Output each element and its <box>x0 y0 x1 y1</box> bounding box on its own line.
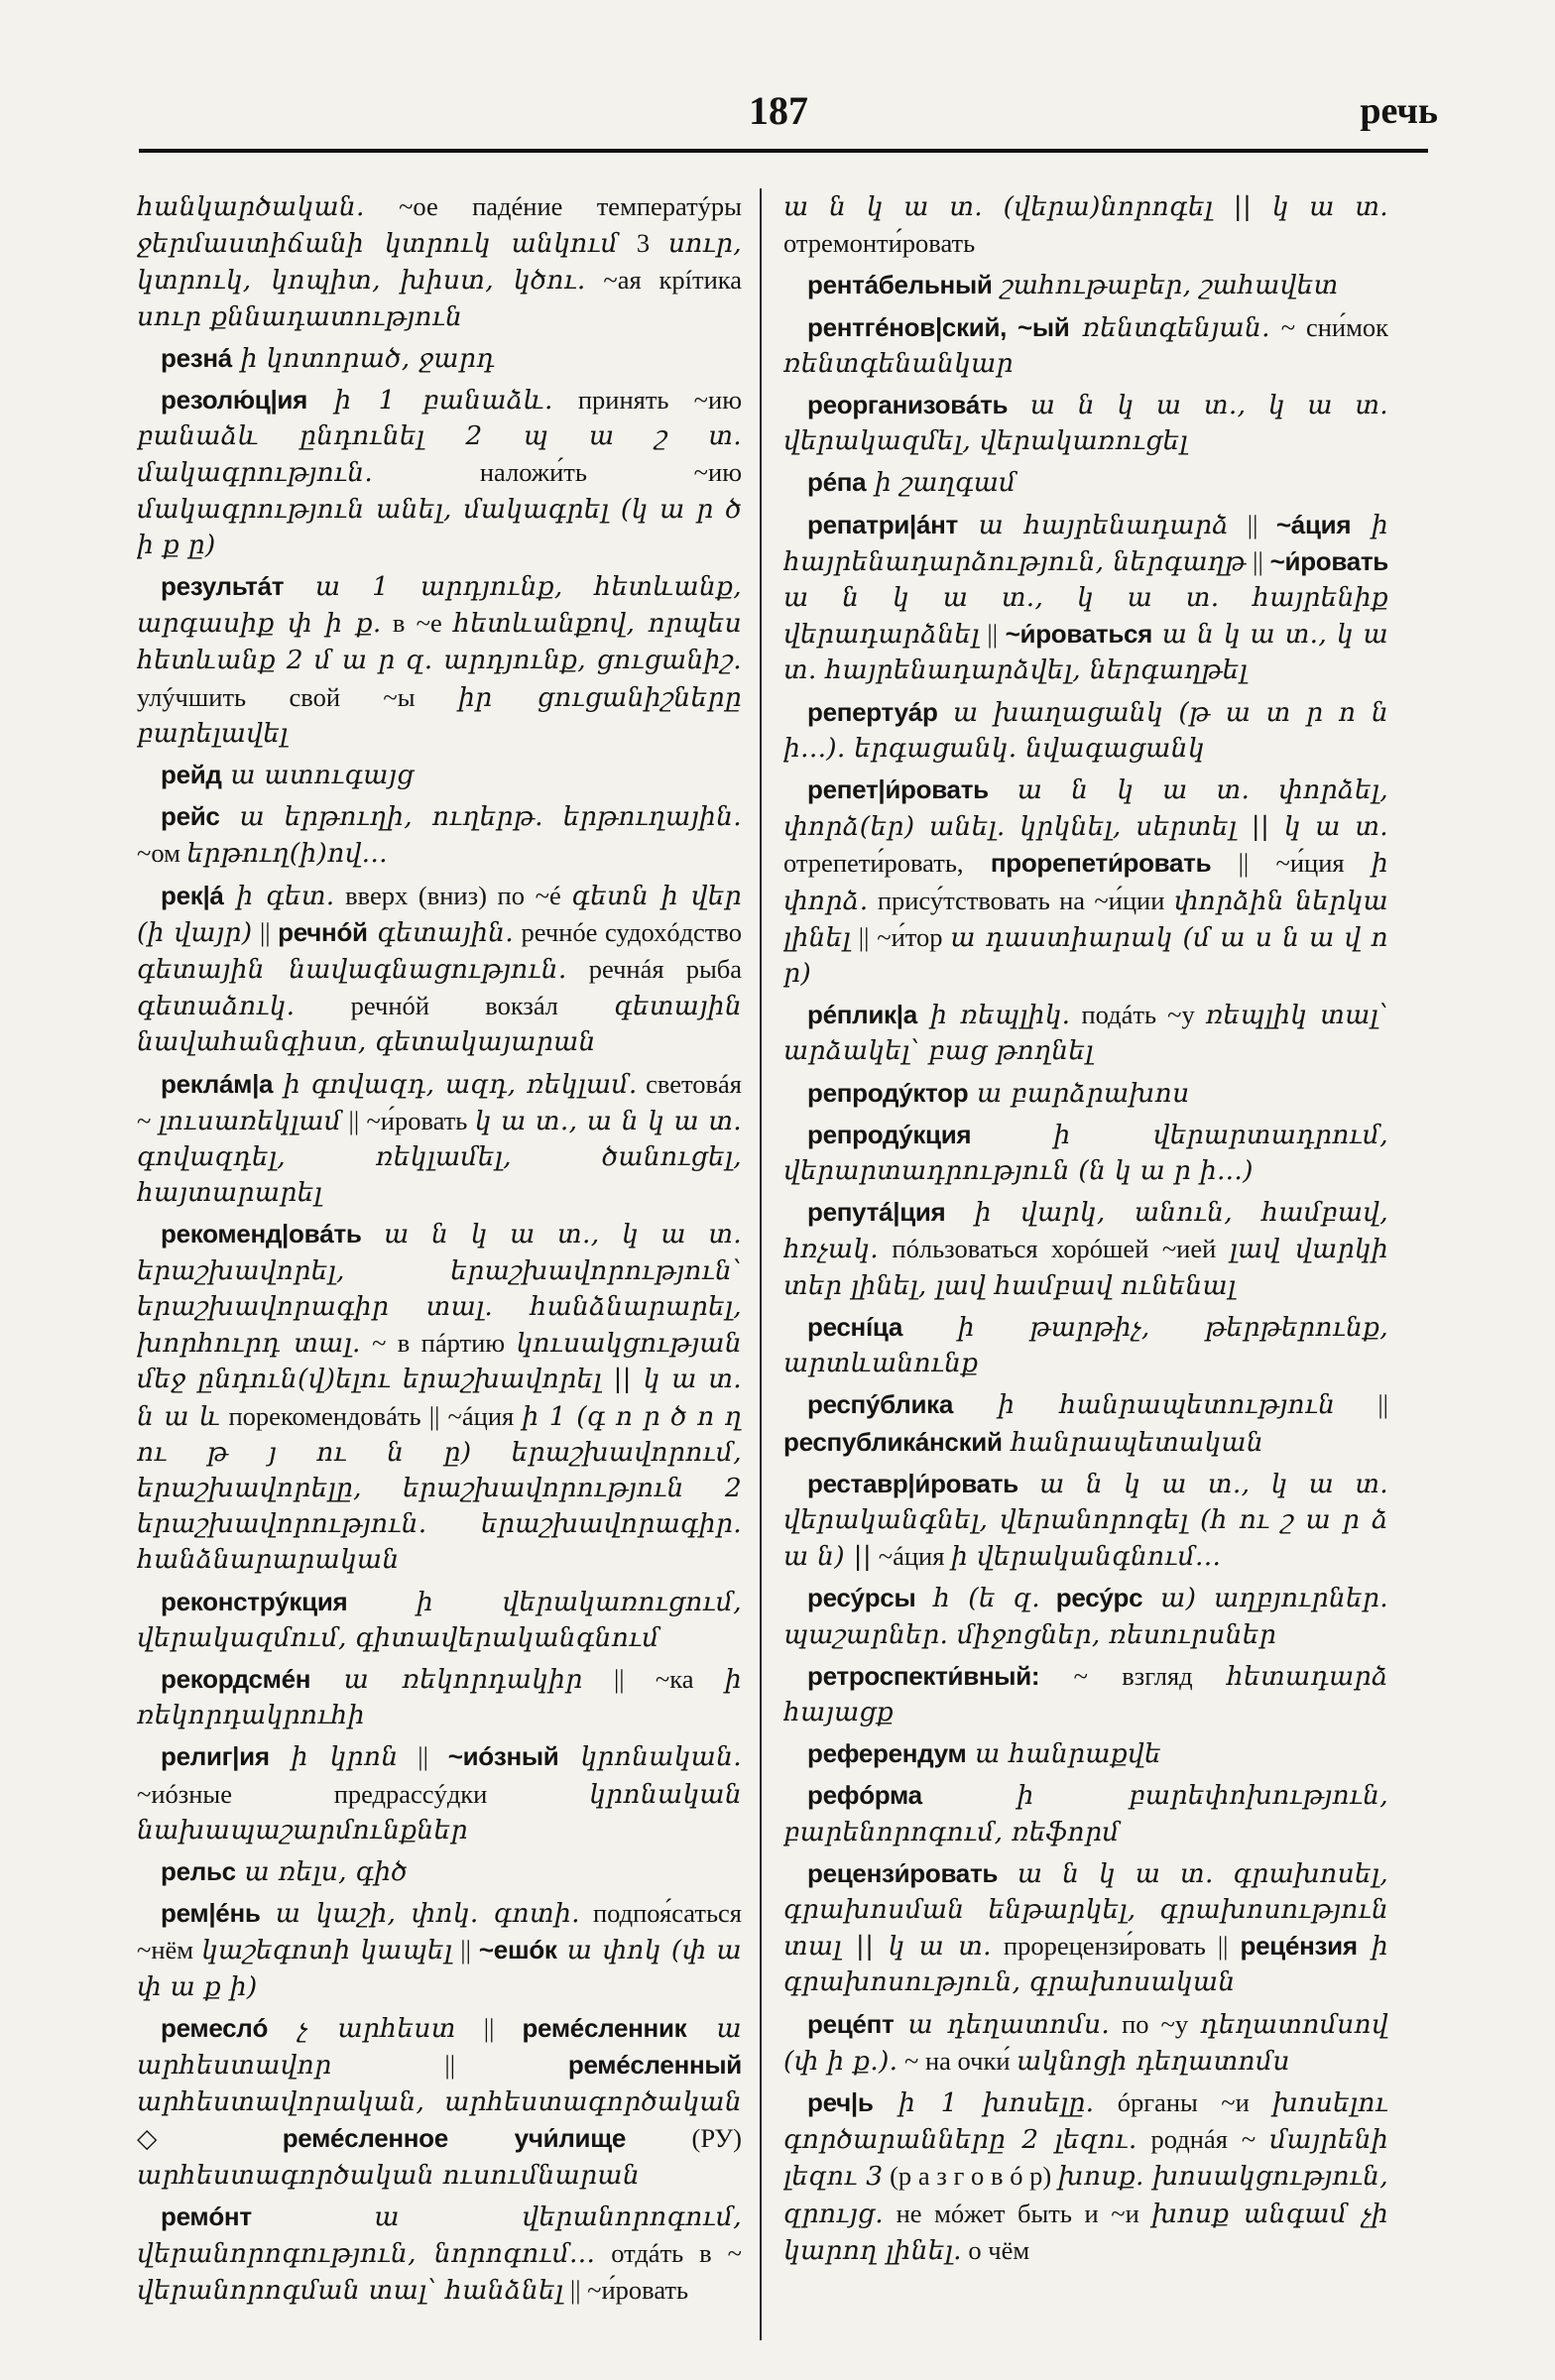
russian-text: || ~ка <box>582 1663 725 1694</box>
headword: реснíца <box>807 1311 903 1342</box>
armenian-gloss: լուսառեկլամ <box>158 1105 342 1136</box>
armenian-gloss: ա ն կ ա տ., կ ա տ. վերակազմել, վերակառուցել <box>783 390 1388 457</box>
headword: ~и́ровать <box>1269 545 1388 576</box>
russian-text: наложи́ть ~ию <box>373 457 742 488</box>
russian-text: || <box>1335 1389 1388 1420</box>
headword: ~áция <box>1275 509 1352 539</box>
headword: рентгéнов|ский, <box>807 311 1008 342</box>
armenian-gloss: ա փոկ (փ ա փ ա ք ի) <box>137 1935 742 2002</box>
armenian-gloss: իր ցուցանիշները բարելավել <box>137 681 742 749</box>
armenian-gloss: հանրապետական <box>1002 1426 1263 1458</box>
russian-text: || <box>1229 509 1276 539</box>
armenian-gloss: ի գովազդ, ազդ, ռեկլամ. <box>273 1068 638 1100</box>
dictionary-entry <box>137 188 742 335</box>
dictionary-entry <box>137 1853 742 1890</box>
russian-text: прорецензи́ровать || <box>991 1931 1241 1962</box>
dictionary-entry <box>137 1738 742 1848</box>
russian-text: || <box>331 2049 568 2080</box>
armenian-gloss: ա դեղատոմս. <box>894 2008 1111 2040</box>
armenian-gloss: բանաձև ընդունել 2 պ ա շ տ. մակագրություն. <box>137 420 742 489</box>
headword: референдум <box>807 1738 967 1769</box>
headword: рентáбельный <box>807 270 993 300</box>
russian-text: || <box>398 1741 448 1772</box>
russian-text: речнáя рыба <box>566 954 742 985</box>
russian-text: подáть ~у <box>1070 1000 1206 1030</box>
armenian-gloss: մայրենի լեզու 3 <box>783 2124 1388 2193</box>
armenian-gloss: ի հանրապետություն <box>953 1389 1336 1421</box>
headword: рефóрма <box>807 1780 922 1811</box>
armenian-gloss: կ ա տ., ա ն կ ա տ. գովազդել, ռեկլամել, ծանուցել, հայտարարել <box>137 1105 742 1209</box>
armenian-gloss: վերանորոգման տալ՝ հանձնել <box>137 2275 564 2307</box>
armenian-gloss: ա ն կ ա տ. (վերա)նորոգել || կ ա տ. <box>783 191 1388 222</box>
russian-text: || <box>979 619 1006 650</box>
armenian-gloss: դեղատոմսով (փ ի ք.). <box>783 2008 1388 2077</box>
dictionary-entry <box>783 309 1388 382</box>
russian-text: о чём <box>961 2234 1030 2265</box>
headword: рек|á <box>161 880 224 910</box>
armenian-gloss: ի բարեփոխություն, բարենորոգում, ռեֆորմ <box>783 1780 1388 1847</box>
dictionary-entry <box>137 1584 742 1656</box>
armenian-gloss: խոսք անգամ չի կարող լինել. <box>783 2198 1388 2266</box>
headword: репет|и́ровать <box>807 774 989 805</box>
armenian-gloss: ի վարկ, անուն, համբավ, հռչակ. <box>783 1197 1388 1265</box>
russian-text: 3 <box>618 228 668 259</box>
dictionary-entry <box>783 2084 1388 2269</box>
dictionary-entry <box>783 694 1388 767</box>
russian-text <box>1007 312 1017 342</box>
armenian-gloss: ա կաշի, փոկ. գոտի. <box>260 1898 580 1930</box>
dictionary-entry <box>783 1580 1388 1652</box>
dictionary-entry <box>137 798 742 872</box>
russian-text: отдáть в ~ <box>595 2237 742 2268</box>
headword: реставр|и́ровать <box>807 1468 1018 1498</box>
dictionary-entry <box>783 1386 1388 1460</box>
headword: рейс <box>161 801 220 832</box>
russian-text: ~ом <box>137 838 187 869</box>
armenian-gloss: ի վերականգնում... <box>951 1541 1222 1573</box>
armenian-gloss: ի հայրենադարձություն, ներգաղթ <box>783 509 1388 577</box>
armenian-gloss: ի կրոն <box>269 1741 399 1773</box>
header-rule <box>139 149 1428 153</box>
headword: речнóй <box>278 916 368 947</box>
armenian-gloss: ի ռեկորդակրուհի <box>137 1663 742 1731</box>
russian-text: ~ое падéние температýры <box>364 191 742 221</box>
armenian-gloss: ա ռելս, գիծ <box>235 1855 408 1887</box>
russian-text: ~áция <box>872 1541 952 1572</box>
dictionary-entry <box>783 1466 1388 1576</box>
dictionary-entry <box>783 1309 1388 1381</box>
russian-text: пóльзоваться хорóшей ~ией <box>878 1234 1230 1264</box>
russian-text: || ~и́ция <box>1211 848 1372 879</box>
running-head: речь <box>1360 90 1438 132</box>
armenian-gloss: շահութաբեր, շահավետ <box>992 270 1339 301</box>
dictionary-entry <box>137 1895 742 2005</box>
russian-text: || <box>452 1935 479 1965</box>
armenian-gloss: ա ն կ ա տ., կ ա տ. երաշխավորել, երաշխավորություն՝ երաշխավորագիր տալ. հանձնարարել, խորհուրդ տալ. <box>137 1219 742 1360</box>
headword: реконстрýкция <box>161 1586 348 1616</box>
russian-text: по ~у <box>1110 2008 1201 2039</box>
armenian-gloss: ա դաստիարակ (մ ա ս ն ա վ ո ր) <box>783 921 1388 990</box>
armenian-gloss: գետային. <box>367 916 514 948</box>
armenian-gloss: փորձին ներկա լինել <box>783 885 1388 953</box>
dictionary-entry <box>137 1661 742 1733</box>
headword: ресýрс <box>1055 1583 1143 1613</box>
armenian-gloss: արհեստավորական, արհեստագործական <box>137 2086 742 2118</box>
dictionary-entry <box>783 267 1388 303</box>
russian-text: отрепети́ровать, <box>783 848 991 879</box>
armenian-gloss: ա ռեկորդակիր <box>310 1663 583 1695</box>
armenian-gloss: ռենտգենյան. <box>1069 311 1270 343</box>
russian-text: в ~е <box>381 608 454 639</box>
headword: религ|ия <box>161 1741 270 1772</box>
armenian-gloss: ա ատուգայց <box>221 760 415 791</box>
russian-text: || <box>1246 545 1270 576</box>
headword: рецéпт <box>807 2008 895 2039</box>
russian-text: речнóй вокзáл <box>295 991 615 1021</box>
armenian-gloss: ի վերակառուցում, վերակազմում, գիտավերականգնում <box>137 1586 742 1653</box>
armenian-gloss: կաշեգոտի կապել <box>201 1935 453 1966</box>
dictionary-entry <box>783 1855 1388 2001</box>
russian-text: || ~и́тор <box>850 921 951 952</box>
armenian-gloss: արհեստագործական ուսումնարան <box>137 2159 640 2191</box>
dictionary-entry <box>783 507 1388 689</box>
armenian-gloss: հ (ե զ. <box>915 1583 1040 1614</box>
dictionary-entry <box>783 387 1388 459</box>
armenian-gloss: ռենտգենանկար <box>783 347 1014 379</box>
russian-text: ~ взгляд <box>1039 1660 1227 1691</box>
headword: ремóнт <box>161 2201 252 2231</box>
armenian-gloss: ի 1 (գ ո ր ծ ո ղ ու թ յ ու ն ը) երաշխավորում, երաշխավորելը, երաշխավորություն 2 երաշխավորություն. երաշխավորագիր. հանձնարարական <box>137 1400 742 1576</box>
russian-text: ~ на очки́ <box>897 2045 1017 2076</box>
armenian-gloss: ա բարձրախոս <box>968 1077 1190 1109</box>
armenian-gloss: երթուղ(ի)ով... <box>186 838 388 870</box>
dictionary-entry <box>137 1216 742 1578</box>
armenian-gloss: գետաձուկ. <box>137 991 296 1022</box>
headword: рецензи́ровать <box>807 1857 999 1888</box>
headword: ~иóзный <box>447 1741 559 1772</box>
dictionary-entry <box>783 1735 1388 1772</box>
armenian-gloss: ա հանրաքվե <box>966 1738 1161 1770</box>
russian-text: óрганы ~и <box>1094 2086 1273 2117</box>
headword: ремéсленный <box>567 2049 742 2080</box>
dictionary-entry <box>137 340 742 377</box>
armenian-gloss: հետևանքով, որպես հետևանք 2 մ ա ր զ. արդյունք, ցուցանիշ. <box>137 608 742 676</box>
armenian-gloss: ի շաղգամ <box>866 467 1017 499</box>
headword: ~ый <box>1017 311 1070 342</box>
headword: прорепети́ровать <box>990 848 1212 879</box>
armenian-gloss: ի 1 խոսելը. <box>873 2086 1095 2118</box>
dictionary-entry <box>137 2199 742 2310</box>
russian-text: || <box>252 916 279 947</box>
russian-text: подпоя́саться ~нём <box>137 1898 742 1965</box>
headword: резнá <box>161 342 232 373</box>
russian-text: || ~и́ровать <box>563 2275 689 2306</box>
headword: рельс <box>161 1855 236 1886</box>
armenian-gloss: ի կոտորած, ջարդ <box>231 342 495 374</box>
armenian-gloss: գետն ի վեր (ի վայր) <box>137 880 742 948</box>
dictionary-entry <box>783 1117 1388 1189</box>
headword: реч|ь <box>807 2086 874 2117</box>
armenian-gloss: ակնոցի դեղատոմս <box>1017 2045 1290 2077</box>
headword: рéплик|а <box>807 1000 917 1030</box>
armenian-gloss: ի փորձ. <box>783 848 1388 916</box>
armenian-gloss: ա ն կ ա տ., կ ա տ. հայրենիք վերադարձնել <box>783 582 1388 651</box>
column-divider <box>760 188 762 2340</box>
armenian-gloss: ի գետ. <box>223 880 335 911</box>
russian-text: || <box>455 2012 523 2043</box>
headword: республикáнский <box>783 1426 1003 1457</box>
dictionary-entry <box>137 757 742 793</box>
headword: рецéнзия <box>1240 1931 1358 1962</box>
russian-text: || ~и́ровать <box>341 1105 475 1135</box>
headword: рекордсмéн <box>161 1663 311 1694</box>
headword: репатри|áнт <box>807 509 958 539</box>
russian-text: порекомендовáть || ~áция <box>220 1400 523 1431</box>
armenian-gloss: մակագրություն անել, մակագրել (կ ա ր ծ ի ք ը) <box>137 493 742 560</box>
dictionary-entry <box>137 1066 742 1212</box>
armenian-gloss: ռեպլիկ տալ՝ արձակել՝ բաց թողնել <box>783 1000 1388 1067</box>
armenian-gloss: սուր, կտրուկ, կոպիտ, խիստ, կծու. <box>137 228 742 297</box>
headword: ремéсленное учи́лище <box>282 2123 627 2154</box>
left-column <box>137 188 742 2350</box>
headword: рекоменд|овáть <box>161 1219 362 1250</box>
headword: ресýрсы <box>807 1583 916 1613</box>
dictionary-entry <box>783 772 1388 992</box>
dictionary-entry <box>783 1194 1388 1304</box>
armenian-gloss: հետադարձ հայացք <box>783 1660 1388 1727</box>
headword: ~ешóк <box>478 1935 557 1965</box>
russian-text: (р а з г о в ó р) <box>883 2161 1058 2192</box>
armenian-gloss: ա ն կ ա տ., կ ա տ. վերականգնել, վերանորոգել (հ ու շ ա ր ձ ա ն) || <box>783 1468 1388 1573</box>
armenian-gloss: ի վերարտադրում, վերարտադրություն (ն կ ա ր ի...) <box>783 1119 1388 1187</box>
headword: рем|éнь <box>161 1898 261 1929</box>
armenian-gloss: գետային նավահանգիստ, գետակայարան <box>137 991 742 1058</box>
headword: ретроспекти́вный: <box>807 1660 1040 1691</box>
right-column <box>783 188 1388 2350</box>
dictionary-entry <box>783 2006 1388 2080</box>
armenian-gloss: կուսակցության մեջ ընդուն(վ)ելու երաշխավորել || կ ա տ. ն ա և <box>137 1328 742 1432</box>
armenian-gloss: ա վերանորոգում, վերանորոգություն, նորոգում... <box>137 2201 742 2269</box>
armenian-gloss: ա հայրենադարձ <box>957 509 1230 540</box>
headword: рéпа <box>807 467 867 498</box>
headword: ремеслó <box>161 2012 269 2043</box>
armenian-gloss: կրոնական նախապաշարմունքներ <box>137 1778 742 1845</box>
dictionary-entry <box>783 188 1388 262</box>
dictionary-entry <box>783 464 1388 501</box>
dictionary-entry <box>137 878 742 1061</box>
headword: реклáм|а <box>161 1068 274 1099</box>
russian-text: не мóжет быть и ~и <box>884 2198 1152 2228</box>
armenian-gloss: ա ն կ ա տ., կ ա տ. հայրենադարձվել, ներգաղթել <box>783 619 1388 686</box>
armenian-gloss: ա խաղացանկ (թ ա տ ր ո ն ի...). երգացանկ. նվագացանկ <box>783 696 1388 764</box>
dictionary-entry <box>137 568 742 752</box>
armenian-gloss: լավ վարկի տեր լինել, լավ համբավ ունենալ <box>783 1234 1388 1301</box>
armenian-gloss: ա) աղբյուրներ. պաշարներ. միջոցներ, ռեսուրսներ <box>783 1583 1388 1650</box>
russian-text <box>1040 1583 1056 1612</box>
headword: репертуáр <box>807 696 938 727</box>
russian-text: отремонти́ровать <box>783 228 976 259</box>
dictionary-entry <box>783 1777 1388 1849</box>
armenian-gloss: ի գրախոսություն, գրախոսական <box>783 1931 1388 1998</box>
dictionary-entry <box>783 1075 1388 1112</box>
armenian-gloss: ա երթուղի, ուղերթ. երթուղային. <box>219 801 742 833</box>
armenian-gloss: ա ն կ ա տ. գրախոսել, գրախոսման ենթարկել, գրախոսություն տալ || կ ա տ. <box>783 1857 1388 1963</box>
armenian-gloss: չ արհեստ <box>268 2012 456 2044</box>
page-number: 187 <box>749 88 808 133</box>
headword: респýблика <box>807 1389 954 1420</box>
headword: ремéсленник <box>522 2012 687 2043</box>
russian-text: ◇ <box>137 2123 283 2154</box>
russian-text: световáя ~ <box>137 1068 742 1135</box>
russian-text: вверх (вниз) по ~é <box>334 880 572 910</box>
dictionary-entry <box>783 1658 1388 1730</box>
armenian-gloss: ի թարթիչ, թերթերունք, արտևանունք <box>783 1311 1388 1379</box>
headword: резолю́ц|ия <box>161 385 307 416</box>
headword: результáт <box>161 571 285 602</box>
russian-text: речнóе судохóдство <box>513 916 742 947</box>
russian-text: ~ в пáртию <box>360 1328 517 1359</box>
armenian-gloss: գետային նավագնացություն. <box>137 954 567 986</box>
russian-text: роднáя ~ <box>1136 2124 1270 2155</box>
russian-text: ~ая крíтика <box>585 265 742 296</box>
armenian-gloss: սուր քննադատություն <box>137 300 463 332</box>
headword: репродýкция <box>807 1119 972 1149</box>
armenian-gloss: ի ռեպլիկ. <box>916 1000 1071 1031</box>
headword: реорганизовáть <box>807 390 1009 420</box>
russian-text: ~иóзные предрассýдки <box>137 1778 590 1809</box>
headword: ~и́роваться <box>1005 619 1153 650</box>
armenian-gloss: ի 1 բանաձև. <box>307 385 553 416</box>
headword: репутá|ция <box>807 1197 946 1228</box>
armenian-gloss: կրոնական. <box>558 1741 742 1773</box>
headword: рейд <box>161 760 222 790</box>
armenian-gloss: ա ն կ ա տ. փորձել, փորձ(եր) անել. կրկնել, սերտել || կ ա տ. <box>783 774 1388 843</box>
armenian-gloss: խոսելու գործարանները 2 լեզու. <box>783 2086 1388 2156</box>
armenian-gloss: հանկարծական. <box>137 191 365 222</box>
russian-text: прису́тствовать на ~и́ции <box>868 885 1174 915</box>
russian-text: (РУ) <box>626 2123 742 2154</box>
armenian-gloss: ջերմաստիճանի կտրուկ անկում <box>137 228 619 260</box>
russian-text: улýчшить свой ~ы <box>137 681 458 712</box>
page-header <box>119 79 1438 139</box>
russian-text: ~ сни́мок <box>1269 311 1388 342</box>
dictionary-entry <box>783 997 1388 1069</box>
armenian-gloss: ա արհեստավոր <box>137 2012 742 2081</box>
armenian-gloss: խոսք. խոսակցություն, զրույց. <box>783 2161 1388 2229</box>
russian-text: принять ~ию <box>552 385 742 416</box>
dictionary-entry <box>137 382 742 563</box>
headword: репродýктор <box>807 1077 969 1108</box>
dictionary-entry <box>137 2010 742 2194</box>
armenian-gloss: ա 1 արդյունք, հետևանք, արգասիք փ ի ք. <box>137 571 742 640</box>
